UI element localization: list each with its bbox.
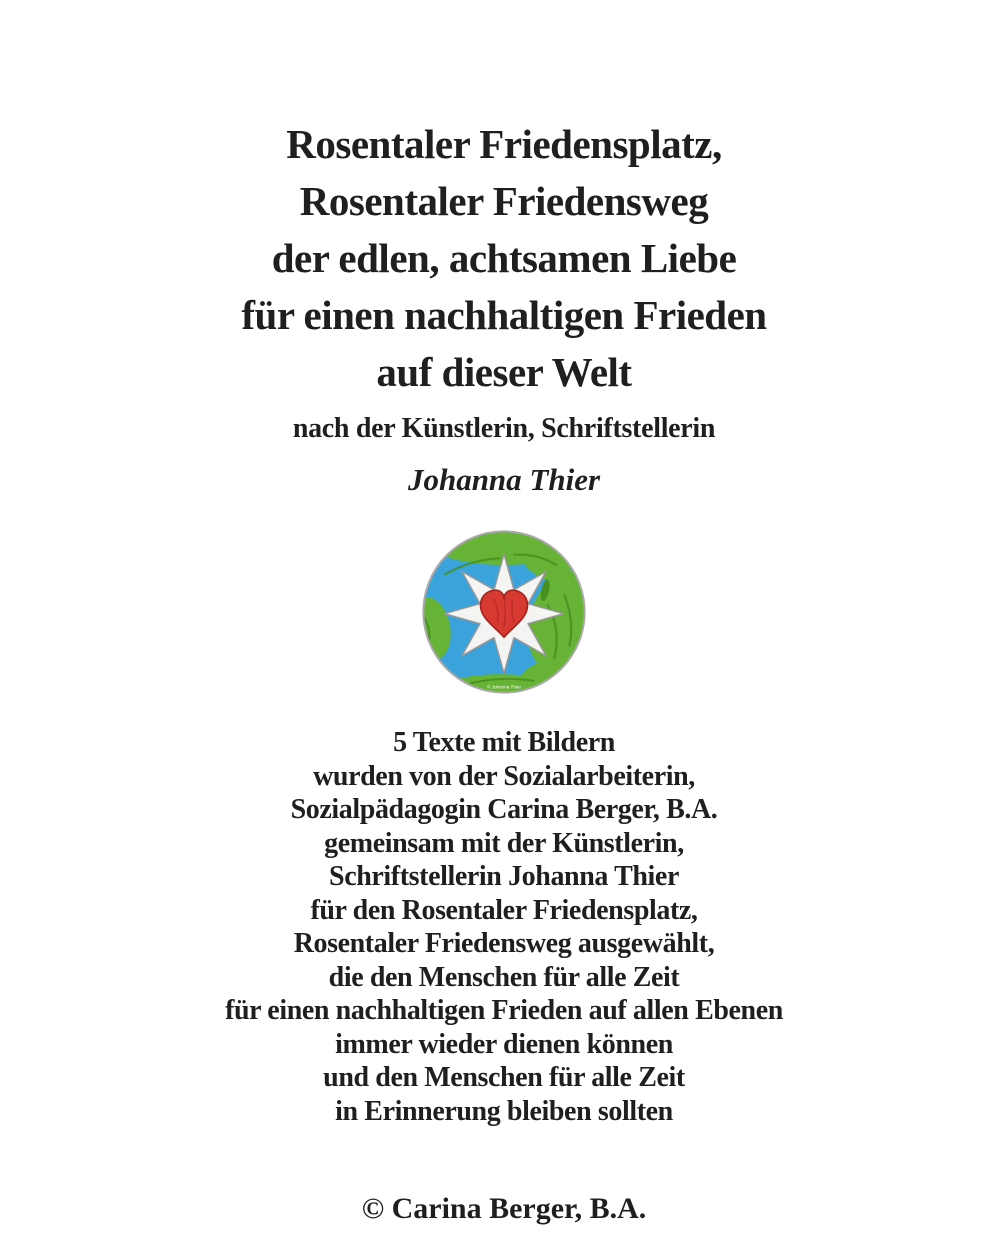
title-line: für einen nachhaltigen Frieden <box>241 292 767 338</box>
title-line: Rosentaler Friedensplatz, <box>286 121 722 167</box>
copyright-footer: © Carina Berger, B.A. <box>361 1192 647 1225</box>
body-line: gemeinsam mit der Künstlerin, <box>324 827 684 859</box>
earth-globe-image <box>420 528 588 696</box>
subtitle: nach der Künstlerin, Schriftstellerin <box>292 413 716 444</box>
body-line: in Erinnerung bleiben sollten <box>335 1095 673 1127</box>
earth-star-heart-illustration <box>420 528 588 696</box>
body-line: Rosentaler Friedensweg ausgewählt, <box>293 928 715 959</box>
body-line: Schriftstellerin Johanna Thier <box>329 861 679 892</box>
title-line: der edlen, achtsamen Liebe <box>271 235 737 281</box>
author-name: Johanna Thier <box>407 462 601 497</box>
body-line: und den Menschen für alle Zeit <box>323 1062 685 1093</box>
body-line: Sozialpädagogin Carina Berger, B.A. <box>290 794 718 825</box>
body-line: immer wieder dienen können <box>335 1028 673 1060</box>
body-line: wurden von der Sozialarbeiterin, <box>313 760 695 792</box>
body-text <box>0 726 1008 1128</box>
body-line: für den Rosentaler Friedensplatz, <box>310 894 698 926</box>
title-line: auf dieser Welt <box>376 349 632 395</box>
body-line: 5 Texte mit Bildern <box>393 727 615 758</box>
page-title <box>0 116 1008 401</box>
body-line: für einen nachhaltigen Frieden auf allen Ebenen <box>225 995 783 1026</box>
title-line: Rosentaler Friedensweg <box>299 178 709 224</box>
image-watermark: © Johanna Thier <box>486 684 522 690</box>
body-line: die den Menschen für alle Zeit <box>328 961 680 993</box>
